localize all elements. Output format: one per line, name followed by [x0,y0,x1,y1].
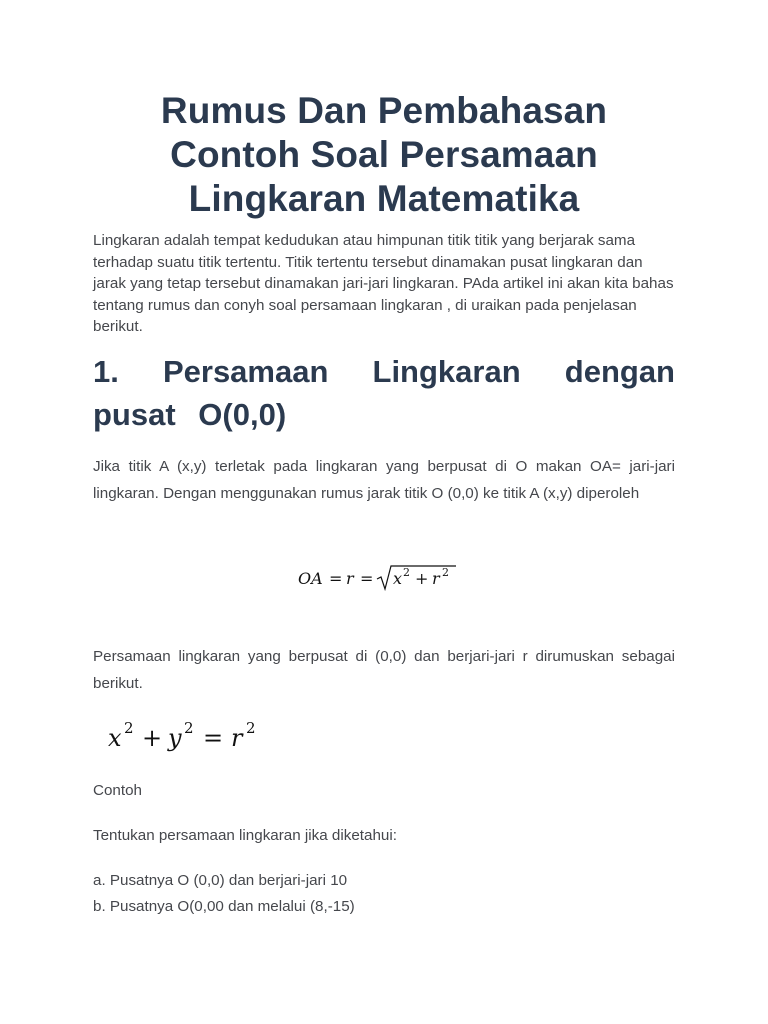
example-item-b: b. Pusatnya O(0,00 dan melalui (8,-15) [93,898,355,915]
example-question: Tentukan persamaan lingkaran jika diketahui: [93,827,397,844]
eq1-plus: + [415,569,429,588]
section-paragraph-distance: Jika titik A (x,y) terletak pada lingkaran yang berpusat di O makan OA= jari-jari lingkaran. Dengan menggunakan rumus jarak titik O (0,0) ke titik A (x,y) diperoleh [93,458,675,502]
eq2-rhs: r [231,724,243,752]
eq2-exp-rhs: 2 [246,719,256,737]
example-item-a: a. Pusatnya O (0,0) dan berjari-jari 10 [93,872,348,889]
circle-equation [104,715,294,759]
eq2-exp-a: 2 [124,719,134,737]
eq1-radicand-a: x [393,569,403,588]
eq2-term-b: y [168,724,182,752]
page-title: Rumus Dan Pembahasan Contoh Soal Persamaan Lingkaran Matematika [160,90,608,219]
example-label: Contoh [93,782,142,799]
eq1-equals-2: = [360,569,374,588]
eq1-radicand-b: r [432,569,440,588]
eq2-equals: = [203,724,224,752]
eq1-equals-1: = [329,569,343,588]
intro-paragraph: Lingkaran adalah tempat kedudukan atau himpunan titik titik yang berjarak sama terhadap suatu titik tertentu. Titik tertentu tersebut dinamakan pusat lingkaran dan jarak yang tetap tersebut dinamakan jari-jari lingkaran. PAda artikel ini akan kita bahas tentang rumus dan conyh soal persamaan lingkaran , di uraikan pada penjelasan berikut. [93,232,674,336]
eq2-term-a: x [108,724,122,752]
eq2-plus: + [142,724,163,752]
eq1-exp-b: 2 [442,566,449,579]
eq1-mid: r [346,569,354,588]
section-heading: 1. Persamaan Lingkaran dengan pusat O(0,0) [93,354,675,432]
eq2-exp-b: 2 [184,719,194,737]
eq1-lhs: OA [298,569,323,588]
section-paragraph-equation: Persamaan lingkaran yang berpusat di (0,0) dan berjari-jari r dirumuskan sebagai berikut. [93,648,675,692]
eq1-exp-a: 2 [403,566,410,579]
distance-formula [0,558,768,598]
